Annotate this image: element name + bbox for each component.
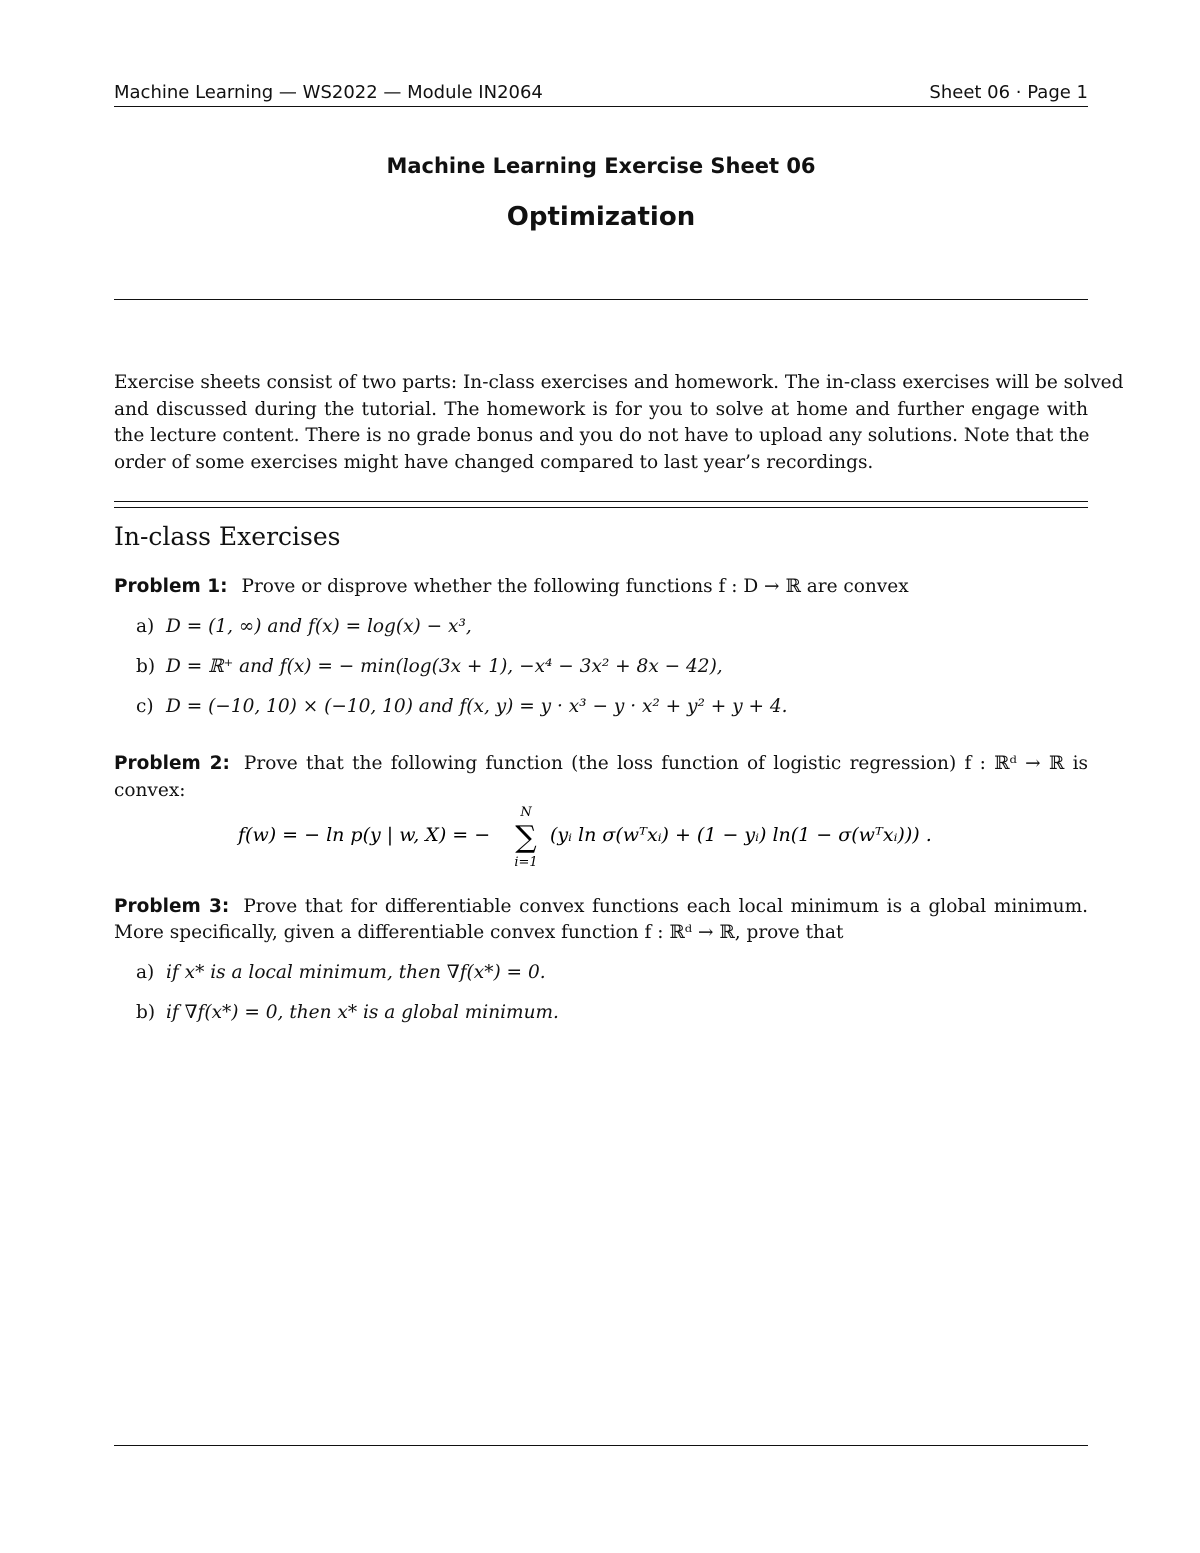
loss-equation [114,795,1088,875]
section-double-rule-top [114,501,1088,502]
footer-rule [114,1445,1088,1446]
problem-text: More specifically, given a differentiable convex function f : ℝᵈ → ℝ, prove that [114,922,844,943]
problem-3-continued [114,922,1088,943]
list-item-text: if ∇f(x*) = 0, then x* is a global minimum. [166,1002,559,1023]
list-item [136,656,723,677]
running-header-page: Sheet 06 · Page 1 [929,82,1088,103]
equation-graphic [114,795,1088,875]
list-marker: b) [136,656,156,677]
problem-text: Prove or disprove whether the following functions f : D → ℝ are convex [241,576,909,597]
intro-line: the lecture content. There is no grade bonus and you do not have to upload any solutions. Note that the [114,425,1090,447]
problem-1 [114,576,1088,597]
intro-line: and discussed during the tutorial. The homework is for you to solve at home and further engage with [114,398,1088,420]
sum-upper-limit: N [520,805,532,820]
sheet-title: Machine Learning Exercise Sheet 06 [386,154,816,178]
equation-rhs: (yᵢ ln σ(wᵀxᵢ) + (1 − yᵢ) ln(1 − σ(wᵀxᵢ))) . [550,824,932,846]
intro-line: order of some exercises might have changed compared to last year’s recordings. [114,451,874,473]
list-marker: c) [136,696,154,717]
sheet-subtitle: Optimization [506,202,696,232]
running-header-course: Machine Learning — WS2022 — Module IN2064 [114,82,543,103]
running-header [114,80,1088,108]
header-rule [114,106,1088,107]
list-item [136,962,546,983]
problem-text: convex: [114,780,186,801]
problem-text: Prove that for differentiable convex functions each local minimum is a global minimum. [243,896,1088,917]
problem-label: Problem 2: [114,753,230,774]
problem-label: Problem 1: [114,576,228,597]
section-heading: In-class Exercises [114,522,341,551]
list-item [136,696,788,717]
list-item-text: if x* is a local minimum, then ∇f(x*) = 0. [166,962,546,983]
problem-3 [114,896,1088,917]
intro-paragraph [114,370,1124,476]
sum-sign: ∑ [515,820,537,855]
list-marker: a) [136,616,155,637]
list-item-text: D = ℝ⁺ and f(x) = − min(log(3x + 1), −x⁴ − 3x² + 8x − 42), [166,656,723,677]
list-marker: a) [136,962,155,983]
document-page [114,0,1124,1553]
equation-lhs: f(w) = − ln p(y | w, X) = − [238,824,491,846]
list-item [136,616,472,637]
problem-text: Prove that the following function (the loss function of logistic regression) f : ℝᵈ → ℝ is [243,753,1088,774]
list-item [136,1002,559,1023]
list-item-text: D = (1, ∞) and f(x) = log(x) − x³, [166,616,472,637]
problem-2 [114,753,1088,774]
list-marker: b) [136,1002,156,1023]
list-item-text: D = (−10, 10) × (−10, 10) and f(x, y) = y · x³ − y · x² + y² + y + 4. [166,696,788,717]
title-rule [114,299,1088,300]
section-double-rule-bottom [114,507,1088,508]
sum-lower-limit: i=1 [514,855,538,870]
intro-line: Exercise sheets consist of two parts: In-class exercises and homework. The in-class exercises will be solved [114,372,1124,393]
problem-label: Problem 3: [114,896,230,917]
